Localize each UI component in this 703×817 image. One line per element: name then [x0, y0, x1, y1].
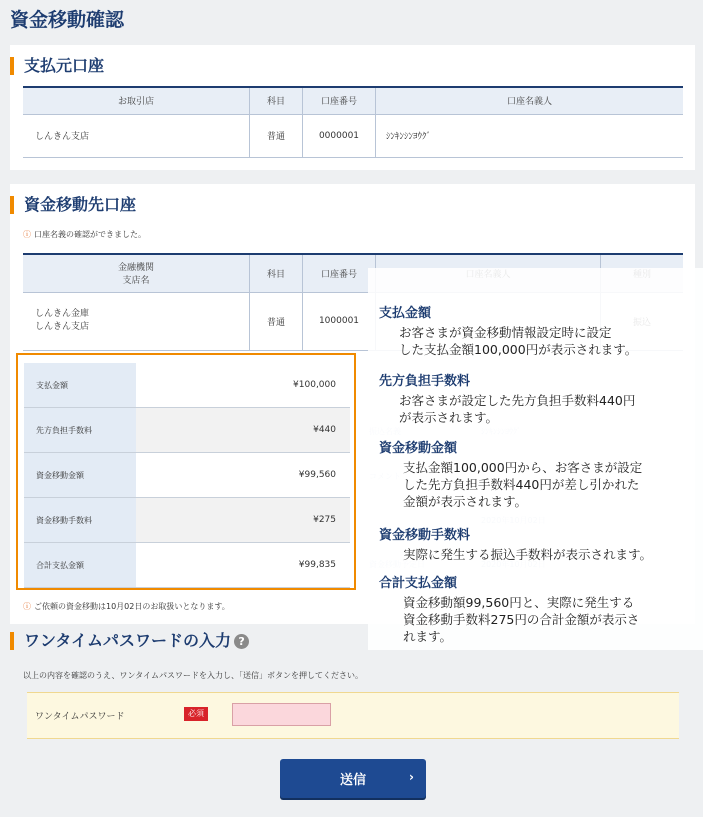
schedule-notice-text: ご依頼の資金移動は10月02日のお取扱いとなります。: [34, 602, 230, 611]
dest-account-title: 資金移動先口座: [10, 196, 136, 214]
explanation-head: 合計支払金額: [379, 576, 458, 591]
schedule-notice: [23, 601, 230, 612]
explanation-head: 資金移動手数料: [379, 528, 471, 543]
explanation-body: [379, 392, 635, 426]
explanation-line: が表示されます。: [399, 410, 499, 425]
explanation-line: お客さまが設定した先方負担手数料440円: [399, 393, 636, 408]
header-account-number: 口座番号: [303, 87, 376, 114]
header-account-number: 口座番号: [303, 254, 376, 292]
otp-row: [27, 692, 679, 739]
explanation-body: [379, 594, 639, 645]
explanation-body: [379, 324, 637, 358]
explanation-line: 資金移動手数料275円の合計金額が表示さ: [403, 612, 640, 627]
header-bank-branch: 金融機関 支店名: [23, 254, 250, 292]
amount-value: ¥100,000: [293, 380, 336, 390]
dest-bank: しんきん金庫: [35, 309, 90, 319]
explanation-line: れます。: [403, 629, 453, 644]
source-branch: しんきん支店: [23, 114, 250, 157]
source-subject: 普通: [250, 114, 303, 157]
otp-instruction: 以上の内容を確認のうえ、ワンタイムパスワードを入力し、「送信」ボタンを押してください。: [23, 671, 363, 680]
header-account-holder: 口座名義人: [376, 87, 684, 114]
otp-label: ワンタイムパスワード: [35, 712, 125, 722]
amount-label: 資金移動手数料: [24, 498, 136, 542]
explanation-total: [379, 572, 639, 645]
explanation-head: 支払金額: [379, 306, 432, 321]
explanation-recipient-fee: [379, 370, 635, 426]
dest-bank-branch: [23, 292, 250, 350]
required-badge: 必須: [184, 707, 208, 721]
submit-button[interactable]: [280, 759, 426, 798]
otp-title-text: ワンタイムパスワードの入力: [24, 631, 232, 650]
explanation-body: [379, 459, 642, 510]
explanation-line: した先方負担手数料440円が差し引かれた: [403, 477, 640, 492]
explanation-line: した支払金額100,000円が表示されます。: [399, 342, 638, 357]
otp-section-title: [10, 632, 249, 650]
submit-label: 送信: [339, 773, 366, 788]
amount-label: 資金移動金額: [24, 453, 136, 497]
amount-row-transfer-fee: [24, 498, 350, 543]
explanation-payment: [379, 302, 637, 358]
amount-highlight-box: [16, 353, 356, 590]
amount-value: ¥99,835: [298, 560, 336, 570]
explanation-line: 金額が表示されます。: [403, 494, 528, 509]
header-subject: 科目: [250, 87, 303, 114]
chevron-right-icon: ›: [409, 770, 414, 784]
amount-label: 支払金額: [24, 363, 136, 407]
help-icon[interactable]: ?: [234, 634, 249, 649]
amount-row-recipient-fee: [24, 408, 350, 453]
dest-subject: 普通: [250, 292, 303, 350]
amount-label: 合計支払金額: [24, 543, 136, 587]
explanation-head: 先方負担手数料: [379, 374, 471, 389]
info-icon: ⓘ: [23, 230, 31, 239]
source-account-holder: ｼﾝｷﾝｼﾝﾖｳｸﾞ: [376, 114, 684, 157]
dest-account-notice-text: 口座名義の確認ができました。: [34, 230, 146, 239]
explanation-head: 資金移動金額: [379, 441, 458, 456]
explanation-line: 資金移動額99,560円と、実際に発生する: [403, 595, 635, 610]
amount-value: ¥440: [136, 408, 350, 452]
source-account-title: 支払元口座: [10, 57, 104, 75]
explanation-transfer: [379, 437, 642, 510]
amount-label: 先方負担手数料: [24, 408, 136, 452]
explanation-body: [379, 546, 652, 563]
otp-input[interactable]: [232, 703, 331, 726]
amount-value: ¥99,560: [298, 470, 336, 480]
header-branch: お取引店: [23, 87, 250, 114]
amount-row-total: [24, 543, 350, 588]
dest-branch: しんきん支店: [35, 322, 90, 332]
source-account-table: [23, 86, 683, 158]
explanation-line: お客さまが資金移動情報設定時に設定: [399, 325, 612, 340]
dest-account-notice: [23, 229, 146, 240]
amount-row-transfer: [24, 453, 350, 498]
amount-value: ¥275: [136, 498, 350, 542]
source-account-number: 0000001: [303, 114, 376, 157]
explanation-line: 支払金額100,000円から、お客さまが設定: [403, 460, 643, 475]
page-title: 資金移動確認: [10, 9, 125, 31]
amount-row-payment: [24, 363, 350, 408]
dest-account-number: 1000001: [303, 292, 376, 350]
explanation-line: 実際に発生する振込手数料が表示されます。: [403, 547, 653, 562]
info-icon: ⓘ: [23, 602, 31, 611]
explanation-transfer-fee: [379, 524, 652, 563]
header-subject: 科目: [250, 254, 303, 292]
